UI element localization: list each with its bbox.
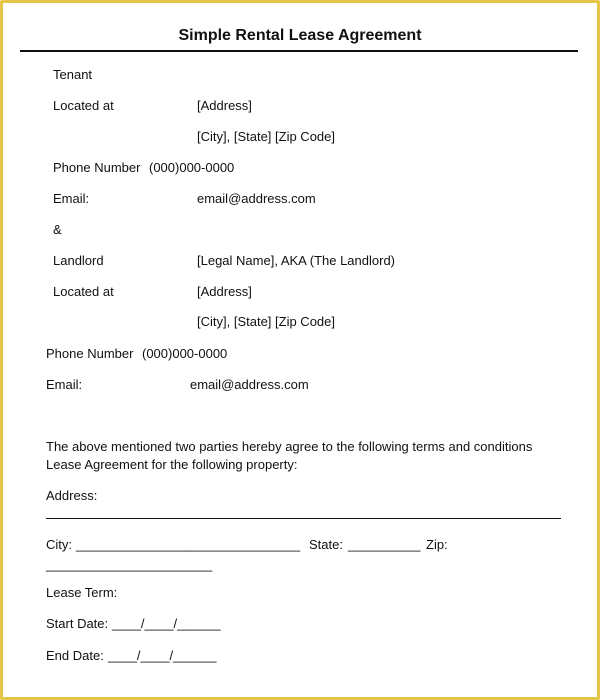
- landlord-heading: Landlord: [53, 253, 104, 268]
- city-label: City:: [46, 537, 72, 552]
- agreement-paragraph: The above mentioned two parties hereby agree to the following terms and conditions Lease Agreement for the following property:: [46, 439, 533, 472]
- zip-blank[interactable]: _______________________: [46, 557, 213, 572]
- landlord-name: [Legal Name], AKA (The Landlord): [197, 253, 396, 268]
- state-blank[interactable]: __________: [348, 537, 421, 552]
- tenant-city-line: [City], [State] [Zip Code]: [197, 129, 335, 144]
- end-date-label: End Date:: [46, 648, 104, 663]
- landlord-email-label: Email:: [46, 377, 83, 392]
- state-label: State:: [309, 537, 343, 552]
- landlord-email: email@address.com: [190, 377, 309, 392]
- tenant-address: [Address]: [197, 98, 252, 113]
- tenant-heading: Tenant: [53, 67, 93, 82]
- start-date-blank[interactable]: ____/____/______: [112, 616, 221, 631]
- title-divider: [20, 50, 578, 52]
- address-blank-line[interactable]: [46, 517, 561, 519]
- tenant-email-label: Email:: [53, 191, 90, 206]
- landlord-phone-label: Phone Number: [46, 346, 134, 361]
- start-date-label: Start Date:: [46, 616, 109, 631]
- address-label: Address:: [46, 488, 98, 503]
- landlord-phone: (000)000-0000: [142, 346, 228, 361]
- landlord-city-line: [City], [State] [Zip Code]: [197, 314, 335, 329]
- lease-term-label: Lease Term:: [46, 585, 118, 600]
- tenant-email: email@address.com: [197, 191, 316, 206]
- tenant-located-label: Located at: [53, 98, 114, 113]
- document-title: Simple Rental Lease Agreement: [178, 27, 422, 44]
- ampersand: &: [53, 222, 62, 237]
- tenant-phone-label: Phone Number: [53, 160, 141, 175]
- city-blank[interactable]: _______________________________: [76, 537, 301, 552]
- landlord-located-label: Located at: [53, 284, 114, 299]
- end-date-blank[interactable]: ____/____/______: [108, 648, 217, 663]
- landlord-address: [Address]: [197, 284, 252, 299]
- zip-label: Zip:: [426, 537, 448, 552]
- tenant-phone: (000)000-0000: [149, 160, 235, 175]
